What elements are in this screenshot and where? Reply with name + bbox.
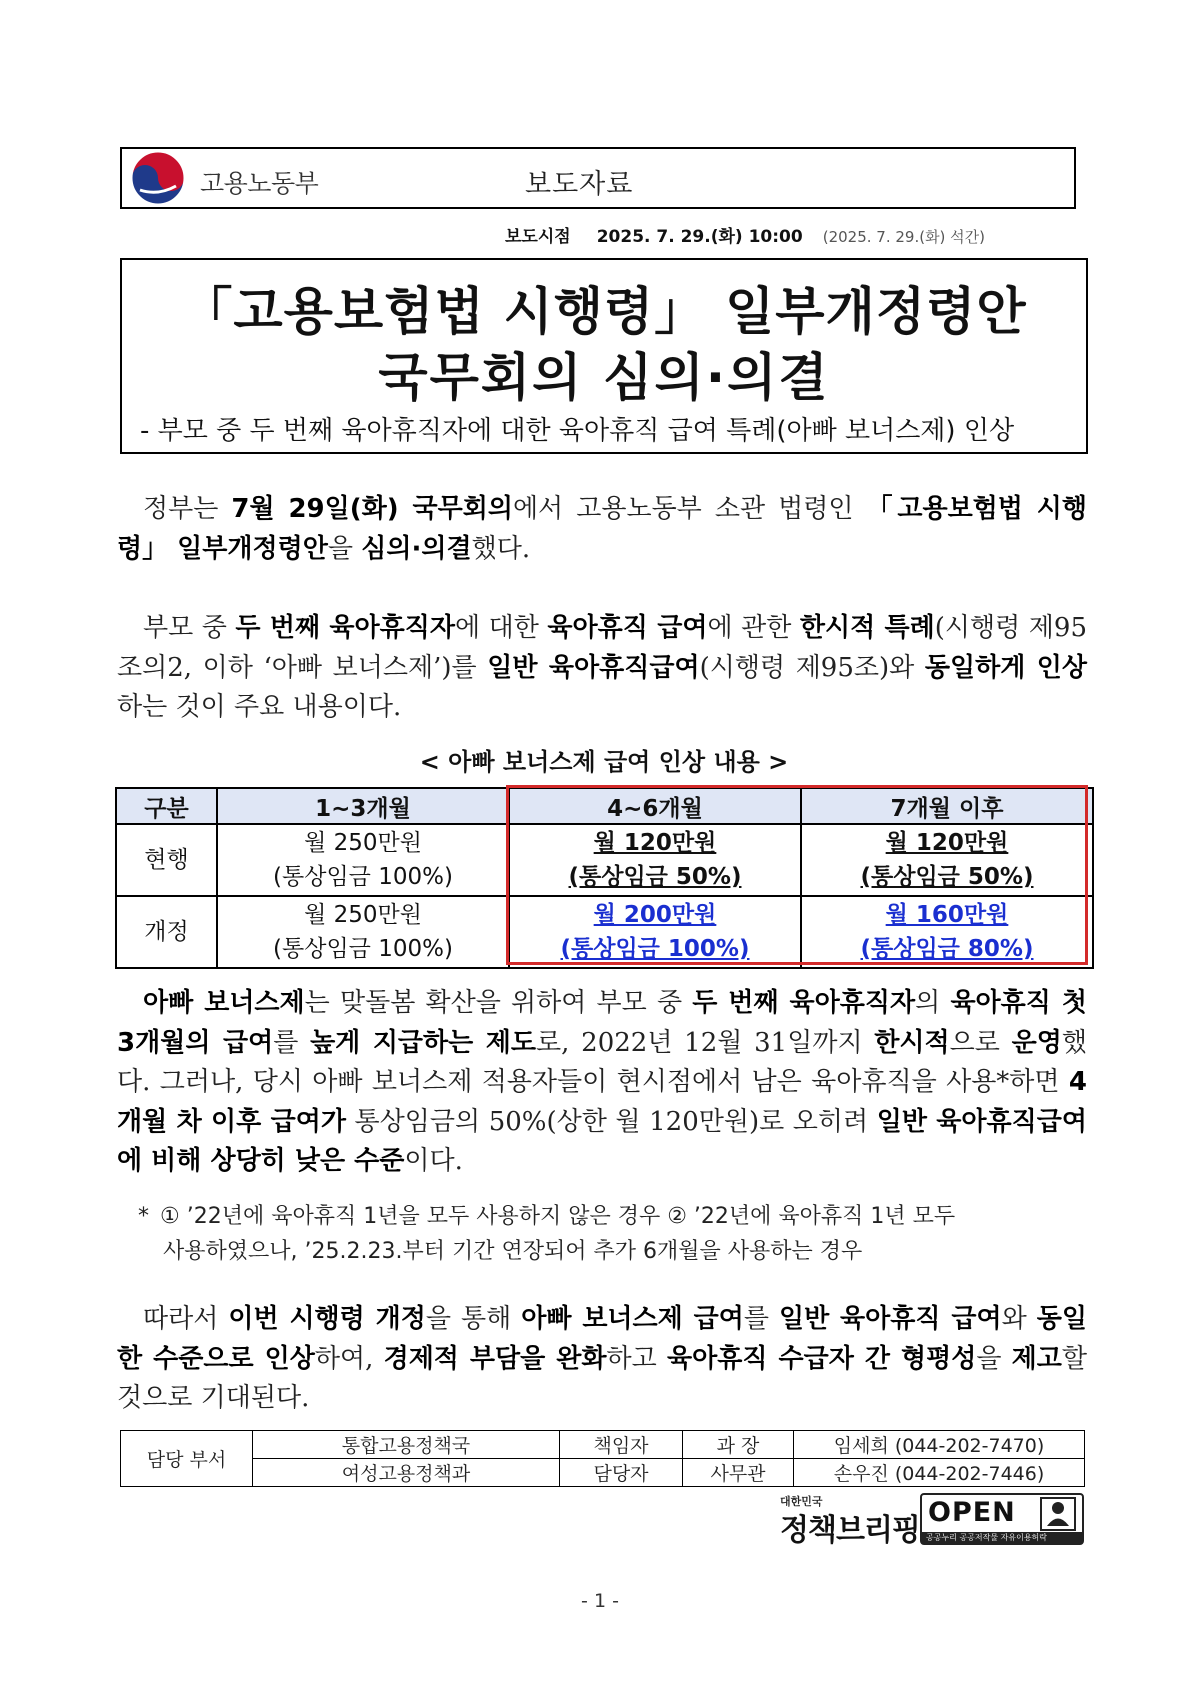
ministry-name: 고용노동부: [200, 169, 319, 198]
release-alt: (2025. 7. 29.(화) 석간): [822, 228, 986, 246]
page-number: - 1 -: [581, 1590, 619, 1612]
policy-briefing-logo: 정책브리핑: [780, 1513, 920, 1548]
table-header: 1~3개월: [217, 788, 509, 824]
table-cell: 월 250만원 (통상임금 100%): [217, 896, 509, 968]
row-label: 개정: [116, 896, 217, 968]
paragraph-4: 따라서 이번 시행령 개정을 통해 아빠 보너스제 급여를 일반 육아휴직 급여와 동일한 수준으로 인상하여, 경제적 부담을 완화하고 육아휴직 수급자 간 형평성을 제고할 것으로 기대된다.: [117, 1304, 1088, 1413]
contact-table: [120, 1430, 1085, 1487]
person-icon: [1040, 1497, 1076, 1531]
role: 담당자: [560, 1459, 683, 1487]
release-label: 보도시점: [505, 227, 571, 247]
open-license-text: OPEN: [928, 1497, 1016, 1528]
government-emblem-icon: [130, 150, 186, 206]
table-cell: 월 160만원 (통상임금 80%): [801, 896, 1093, 968]
table-caption: < 아빠 보너스제 급여 인상 내용 >: [419, 748, 789, 776]
contact-person: 손우진 (044-202-7446): [794, 1459, 1085, 1487]
table-header: 4~6개월: [509, 788, 801, 824]
dept-label: 담당 부서: [121, 1431, 253, 1487]
briefing-logo-caption: 대한민국: [780, 1495, 823, 1508]
document-type: 보도자료: [525, 169, 634, 200]
paragraph-1: 정부는 7월 29일(화) 국무회의에서 고용노동부 소관 법령인 「고용보험법 시행령」 일부개정령안을 심의·의결했다.: [117, 494, 1087, 564]
table-cell: 월 200만원 (통상임금 100%): [509, 896, 801, 968]
release-time: [505, 222, 985, 247]
job-title: 사무관: [683, 1459, 794, 1487]
table-header: 구분: [116, 788, 217, 824]
footnote: * ① ’22년에 육아휴직 1년을 모두 사용하지 않은 경우 ② ’22년에 육아휴직 1년 모두 사용하였으나, ’25.2.23.부터 기간 연장되어 추가 6개월을 사용하는 경우: [138, 1204, 956, 1264]
open-license-subtext: 공공누리 공공저작물 자유이용허락: [926, 1533, 1048, 1542]
table-cell: 월 120만원 (통상임금 50%): [801, 824, 1093, 896]
highlight-box: [506, 785, 1088, 965]
division: 여성고용정책과: [253, 1459, 560, 1487]
title-line-2: 국무회의 심의·의결: [378, 349, 830, 408]
paragraph-3: 아빠 보너스제는 맞돌봄 확산을 위하여 부모 중 두 번째 육아휴직자의 육아휴직 첫 3개월의 급여를 높게 지급하는 제도로, 2022년 12월 31일까지 한시적으로 운영했다. 그러나, 당시 아빠 보너스제 적용자들이 현시점에서 남은 육아휴직을 사용*하면 4개월 차 이후 급여가 통상임금의 50%(상한 월 120만원)로 오히려 일반 육아휴직급여에 비해 상당히 낮은 수준이다.: [117, 988, 1087, 1176]
title-line-1: 「고용보험법 시행령」 일부개정령안: [181, 283, 1027, 342]
release-datetime: 2025. 7. 29.(화) 10:00: [596, 227, 803, 247]
bureau: 통합고용정책국: [253, 1431, 560, 1459]
paragraph-2: 부모 중 두 번째 육아휴직자에 대한 육아휴직 급여에 관한 한시적 특례(시행령 제95조의2, 이하 ‘아빠 보너스제’)를 일반 육아휴직급여(시행령 제95조)와 동일하게 인상하는 것이 주요 내용이다.: [117, 613, 1087, 722]
table-header: 7개월 이후: [801, 788, 1093, 824]
subtitle: - 부모 중 두 번째 육아휴직자에 대한 육아휴직 급여 특례(아빠 보너스제) 인상: [140, 416, 1015, 446]
table-cell: 월 120만원 (통상임금 50%): [509, 824, 801, 896]
table-cell: 월 250만원 (통상임금 100%): [217, 824, 509, 896]
contact-person: 임세희 (044-202-7470): [794, 1431, 1085, 1459]
row-label: 현행: [116, 824, 217, 896]
role: 책임자: [560, 1431, 683, 1459]
job-title: 과 장: [683, 1431, 794, 1459]
